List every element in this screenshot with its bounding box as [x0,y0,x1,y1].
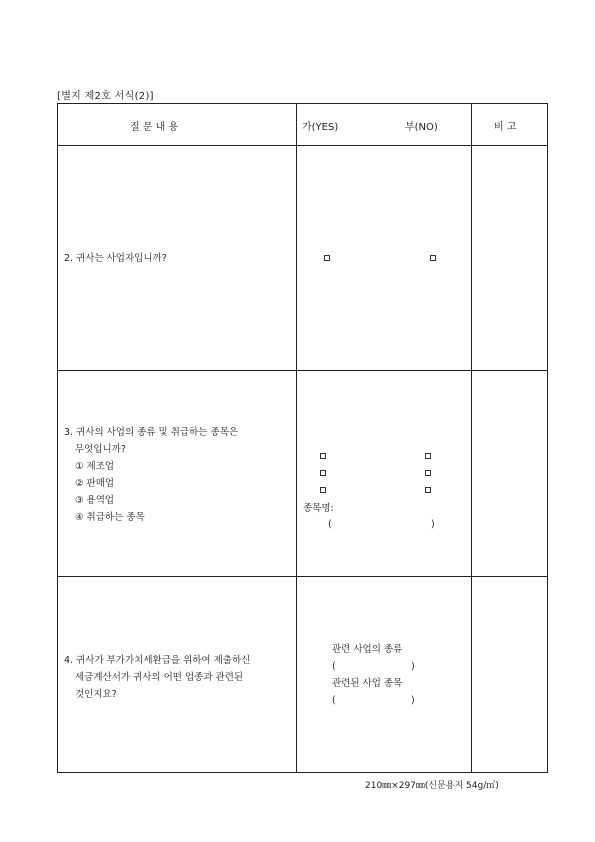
q4-business-paren-close: ) [411,661,415,672]
q2-no-checkbox[interactable] [430,255,436,261]
column-divider-answer [296,104,297,772]
q3-text-line2: 무엇입니까? [75,444,126,455]
q4-business-paren-open: ( [332,661,336,672]
q4-item-paren-close: ) [411,695,415,706]
q3-option-service: ③ 용역업 [75,495,115,506]
q4-text-line2: 세금계산서가 귀사의 어떤 업종과 관련된 [75,672,244,683]
q3-option-items: ④ 취급하는 종목 [75,512,145,523]
q3-sales-no-checkbox[interactable] [425,470,431,476]
q3-option-sales: ② 판매업 [75,478,115,489]
row-divider-header [58,145,547,146]
q3-option-manufacturing: ① 제조업 [75,461,115,472]
q4-text-line1: 4. 귀사가 부가가치세환급을 위하여 제출하신 [64,655,251,666]
q3-item-paren-close: ) [431,519,435,530]
q2-text: 2. 귀사는 사업자입니까? [64,253,167,264]
q3-text-line1: 3. 귀사의 사업의 종류 및 취급하는 종목은 [64,427,239,438]
q3-sales-yes-checkbox[interactable] [320,470,326,476]
row-divider-q2 [58,370,547,371]
q4-text-line3: 것인지요? [75,689,117,700]
row-divider-q3 [58,576,547,577]
header-no: 부(NO) [405,122,438,133]
q3-service-yes-checkbox[interactable] [320,487,326,493]
q2-yes-checkbox[interactable] [324,255,330,261]
q4-item-paren-open: ( [332,695,336,706]
header-question: 질 문 내 용 [130,122,179,133]
q4-related-business-field[interactable] [340,658,408,675]
questionnaire-table [57,103,548,773]
header-remark: 비 고 [494,122,517,133]
q3-item-name-label: 종목명: [303,503,334,514]
q3-item-name-field[interactable] [336,516,428,533]
q4-related-item-field[interactable] [340,692,408,709]
q3-service-no-checkbox[interactable] [425,487,431,493]
q3-manufacturing-no-checkbox[interactable] [425,453,431,459]
q4-related-item-label: 관련된 사업 종목 [332,678,403,689]
q3-item-paren-open: ( [328,519,332,530]
form-number-label: [별지 제2호 서식(2)] [57,91,154,102]
header-yes: 가(YES) [302,122,339,133]
q4-related-business-label: 관련 사업의 종류 [332,644,403,655]
q3-manufacturing-yes-checkbox[interactable] [320,453,326,459]
column-divider-remark [471,104,472,772]
paper-size-note: 210㎜×297㎜(신문용지 54g/㎡) [365,781,499,791]
